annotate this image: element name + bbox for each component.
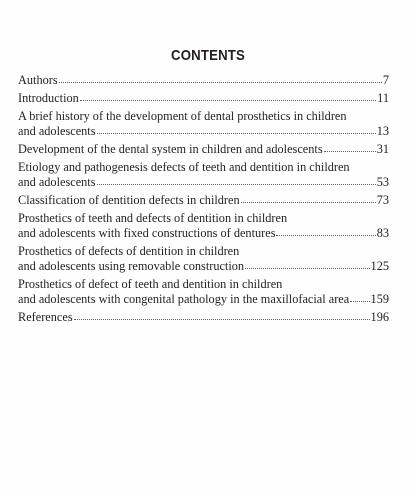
toc-entry-title: Development of the dental system in children and adolescents — [18, 142, 323, 156]
toc-page-number: 159 — [370, 292, 389, 306]
toc-page-number: 125 — [370, 259, 389, 273]
contents-title: CONTENTS — [170, 47, 246, 64]
toc-entry-title: and adolescents with fixed constructions of dentures — [18, 226, 276, 240]
toc-entry-title-line: Etiology and pathogenesis defects of teeth and dentition in children — [18, 160, 350, 174]
toc-entry-fixed-prosthetics — [18, 211, 389, 241]
dot-leader — [350, 300, 369, 302]
toc-page-number: 31 — [376, 142, 389, 156]
toc-entry-etiology — [18, 160, 389, 190]
dot-leader — [59, 81, 382, 83]
toc-entry-title-line: A brief history of the development of dental prosthetics in children — [18, 109, 347, 123]
toc-entry-authors — [18, 73, 389, 88]
table-of-contents — [18, 73, 389, 328]
toc-entry-title-line: Prosthetics of teeth and defects of dentition in children — [18, 211, 288, 225]
toc-page-number: 73 — [376, 193, 389, 207]
dot-leader — [241, 201, 376, 203]
toc-page-number: 83 — [376, 226, 389, 240]
toc-entry-introduction — [18, 91, 389, 106]
toc-entry-title: References — [18, 310, 73, 324]
toc-entry-title-line: Prosthetics of defects of dentition in children — [18, 244, 240, 258]
toc-entry-development — [18, 142, 389, 157]
toc-entry-classification — [18, 193, 389, 208]
toc-page-number: 53 — [376, 175, 389, 189]
dot-leader — [74, 318, 370, 320]
toc-entry-title: Authors — [18, 73, 58, 87]
toc-entry-congenital-pathology — [18, 277, 389, 307]
dot-leader — [276, 234, 375, 236]
toc-entry-title: and adolescents using removable construction — [18, 259, 245, 273]
dot-leader — [245, 267, 369, 269]
dot-leader — [324, 150, 376, 152]
toc-entry-title-line: Prosthetics of defect of teeth and dentition in children — [18, 277, 283, 291]
dot-leader — [80, 99, 376, 101]
toc-entry-history — [18, 109, 389, 139]
toc-page-number: 11 — [377, 91, 389, 105]
toc-entry-references — [18, 310, 389, 325]
toc-entry-title: and adolescents — [18, 175, 96, 189]
toc-page-number: 13 — [376, 124, 389, 138]
dot-leader — [97, 132, 376, 134]
toc-entry-title: Introduction — [18, 91, 79, 105]
dot-leader — [97, 183, 376, 185]
toc-page-number: 7 — [382, 73, 389, 87]
toc-entry-removable-prosthetics — [18, 244, 389, 274]
toc-entry-title: and adolescents with congenital pathology in the maxillofacial area — [18, 292, 350, 306]
toc-page-number: 196 — [370, 310, 389, 324]
toc-entry-title: Classification of dentition defects in children — [18, 193, 240, 207]
toc-entry-title: and adolescents — [18, 124, 96, 138]
